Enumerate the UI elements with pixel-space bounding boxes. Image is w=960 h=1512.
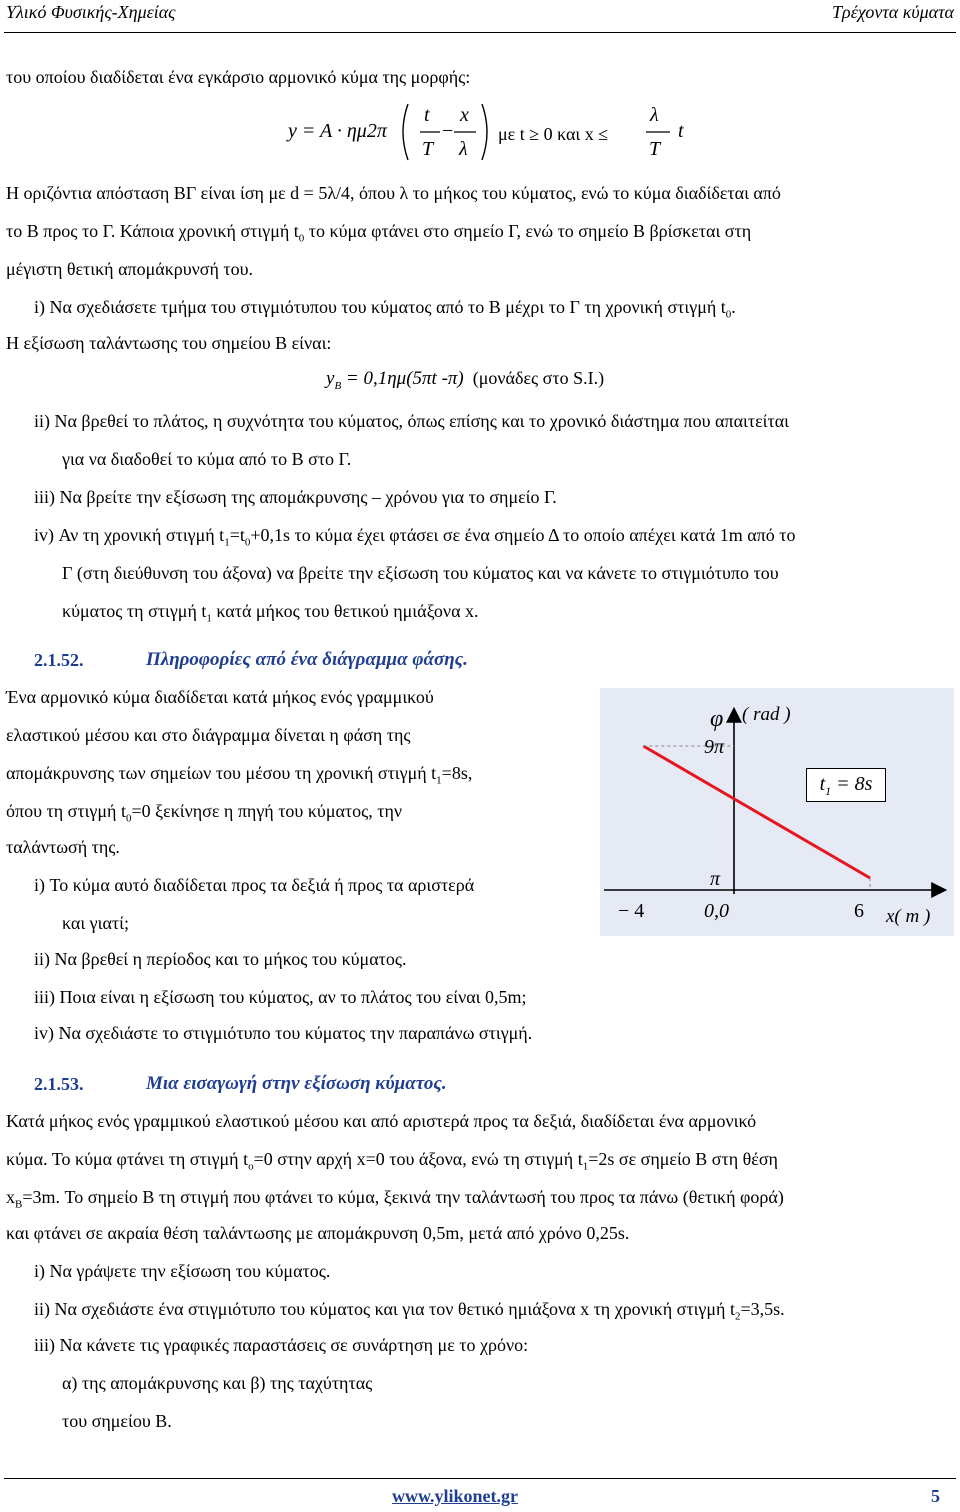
- s52-line3: απομάκρυνσης των σημείων του μέσου τη χρονική στιγμή $t_1=8s$,: [6, 763, 473, 787]
- s53-line2: κύμα. Το κύμα φτάνει τη στιγμή $t_o=0$ στην αρχή x=0 του άξονα, ενώ τη στιγμή $t_1=2s$ σε σημείο Β στη θέση: [6, 1149, 778, 1173]
- s53-question-i: i) Να γράψετε την εξίσωση του κύματος.: [34, 1261, 331, 1281]
- section-53-title: Μια εισαγωγή στην εξίσωση κύματος.: [146, 1073, 447, 1094]
- phase-diagram: [600, 688, 954, 936]
- s52-question-iii: iii) Ποια είναι η εξίσωση του κύματος, αν το πλάτος του είναι 0,5m;: [34, 987, 527, 1007]
- question-i: i) Να σχεδιάσετε τμήμα του στιγμιότυπου του κύματος από το Β μέχρι το Γ τη χρονική στιγμή $t_0$.: [34, 297, 736, 321]
- x-axis-label: x( m ): [886, 906, 931, 927]
- x-tick-0: 0,0: [704, 900, 729, 922]
- intro-text: του οποίου διαδίδεται ένα εγκάρσιο αρμονικό κύμα της μορφής:: [6, 67, 471, 87]
- eq-minus: −: [442, 120, 454, 142]
- eq-lhs: y = A · ημ2π: [288, 120, 387, 142]
- paragraph-oscillation-eq: Η εξίσωση ταλάντωσης του σημείου Β είναι:: [6, 333, 332, 353]
- y-symbol: φ: [710, 706, 724, 732]
- s53-question-ii: ii) Να σχεδιάστε ένα στιγμιότυπο του κύματος και για τον θετικό ημιάξονα x τη χρονική στιγμή $t_2=3,5s$.: [34, 1299, 785, 1323]
- header-right: Τρέχοντα κύματα: [832, 2, 954, 22]
- header-left: Υλικό Φυσικής-Χημείας: [6, 2, 176, 22]
- eq-t: t: [424, 104, 430, 126]
- paragraph-distance: Η οριζόντια απόσταση ΒΓ είναι ίση με d = 5λ/4, όπου λ το μήκος του κύματος, ενώ το κύμα διαδίδεται από: [6, 183, 781, 203]
- s53-line1: Κατά μήκος ενός γραμμικού ελαστικού μέσου και από αριστερά προς τα δεξιά, διαδίδεται ένα αρμονικό: [6, 1111, 757, 1131]
- time-annotation-box: $t_1 = 8s$: [806, 768, 886, 802]
- section-52-number: 2.1.52.: [34, 650, 84, 670]
- question-iv-line3: κύματος τη στιγμή $t_1$ κατά μήκος του θετικού ημιάξονα x.: [62, 601, 479, 625]
- header-rule: [4, 32, 956, 33]
- eq-cond-lambda: λ: [650, 104, 659, 126]
- question-iv-line1: iv) Αν τη χρονική στιγμή $t_1=t_0+0,1s$ το κύμα έχει φτάσει σε ένα σημείο Δ το οποίο απέχει κατά 1m από το: [34, 525, 796, 549]
- s52-line1: Ένα αρμονικό κύμα διαδίδεται κατά μήκος ενός γραμμικού: [6, 687, 434, 707]
- yb-equation: $y_B = 0,1\eta\mu(5\pi t$ -π) (μονάδες στο S.I.): [326, 368, 605, 392]
- question-iv-line2: Γ (στη διεύθυνση του άξονα) να βρείτε την εξίσωση του κύματος και να κάνετε το στιγμιότυπο του: [62, 563, 779, 583]
- paragraph-max-displacement: μέγιστη θετική απομάκρυνσή του.: [6, 259, 254, 279]
- eq-cond-t: t: [678, 120, 684, 142]
- s53-question-iii-b: του σημείου Β.: [62, 1411, 172, 1431]
- question-ii-line1: ii) Να βρεθεί το πλάτος, η συχνότητα του κύματος, όπως επίσης και το χρονικό διάστημα που απαιτείται: [34, 411, 789, 431]
- question-ii-line2: για να διαδοθεί το κύμα από το Β στο Γ.: [62, 449, 352, 469]
- s52-line5: ταλάντωσή της.: [6, 837, 120, 857]
- s52-line4: όπου τη στιγμή $t_0=0$ ξεκίνησε η πηγή του κύματος, την: [6, 801, 403, 825]
- section-52-title: Πληροφορίες από ένα διάγραμμα φάσης.: [146, 649, 468, 670]
- s53-line3: $x_B=3m$. Το σημείο Β τη στιγμή που φτάνει το κύμα, ξεκινά την ταλάντωσή του προς τα πάνω (θετική φορά): [6, 1187, 784, 1211]
- paragraph-moment: το Β προς το Γ. Κάποια χρονική στιγμή $t_0$ το κύμα φτάνει στο σημείο Γ, ενώ το σημείο Β βρίσκεται στη: [6, 221, 752, 245]
- wave-equation: [288, 100, 708, 164]
- question-iii: iii) Να βρείτε την εξίσωση της απομάκρυνσης – χρόνου για το σημείο Γ.: [34, 487, 557, 507]
- page-number: 5: [931, 1486, 940, 1506]
- eq-condition: με t ≥ 0 και x ≤: [498, 124, 609, 144]
- phase-line-segment: [643, 746, 870, 878]
- s52-question-ii: ii) Να βρεθεί η περίοδος και το μήκος του κύματος.: [34, 949, 407, 969]
- s53-question-iii-a: α) της απομάκρυνσης και β) της ταχύτητας: [62, 1373, 373, 1393]
- eq-cond-T: T: [649, 138, 661, 160]
- footer-site-link[interactable]: www.ylikonet.gr: [392, 1486, 518, 1506]
- y-tick-pi: π: [710, 868, 721, 890]
- s52-question-i-line1: i) Το κύμα αυτό διαδίδεται προς τα δεξιά ή προς τα αριστερά: [34, 875, 475, 895]
- s52-line2: ελαστικού μέσου και στο διάγραμμα δίνεται η φάση της: [6, 725, 411, 745]
- s53-line4: και φτάνει σε ακραία θέση ταλάντωσης με απομάκρυνση 0,5m, μετά από χρόνο 0,25s.: [6, 1223, 630, 1243]
- eq-x: x: [460, 104, 469, 126]
- s52-question-i-line2: και γιατί;: [62, 913, 129, 933]
- footer-rule: [4, 1478, 956, 1479]
- section-53-number: 2.1.53.: [34, 1074, 84, 1094]
- s53-question-iii: iii) Να κάνετε τις γραφικές παραστάσεις σε συνάρτηση με το χρόνο:: [34, 1335, 529, 1355]
- eq-T: T: [422, 138, 434, 160]
- y-tick-9pi: 9π: [704, 736, 725, 758]
- s52-question-iv: iv) Να σχεδιάστε το στιγμιότυπο του κύματος την παραπάνω στιγμή.: [34, 1023, 533, 1043]
- eq-lambda: λ: [459, 138, 468, 160]
- x-tick-minus4: − 4: [618, 900, 645, 922]
- y-axis-label: ( rad ): [742, 704, 791, 725]
- x-tick-6: 6: [854, 900, 864, 922]
